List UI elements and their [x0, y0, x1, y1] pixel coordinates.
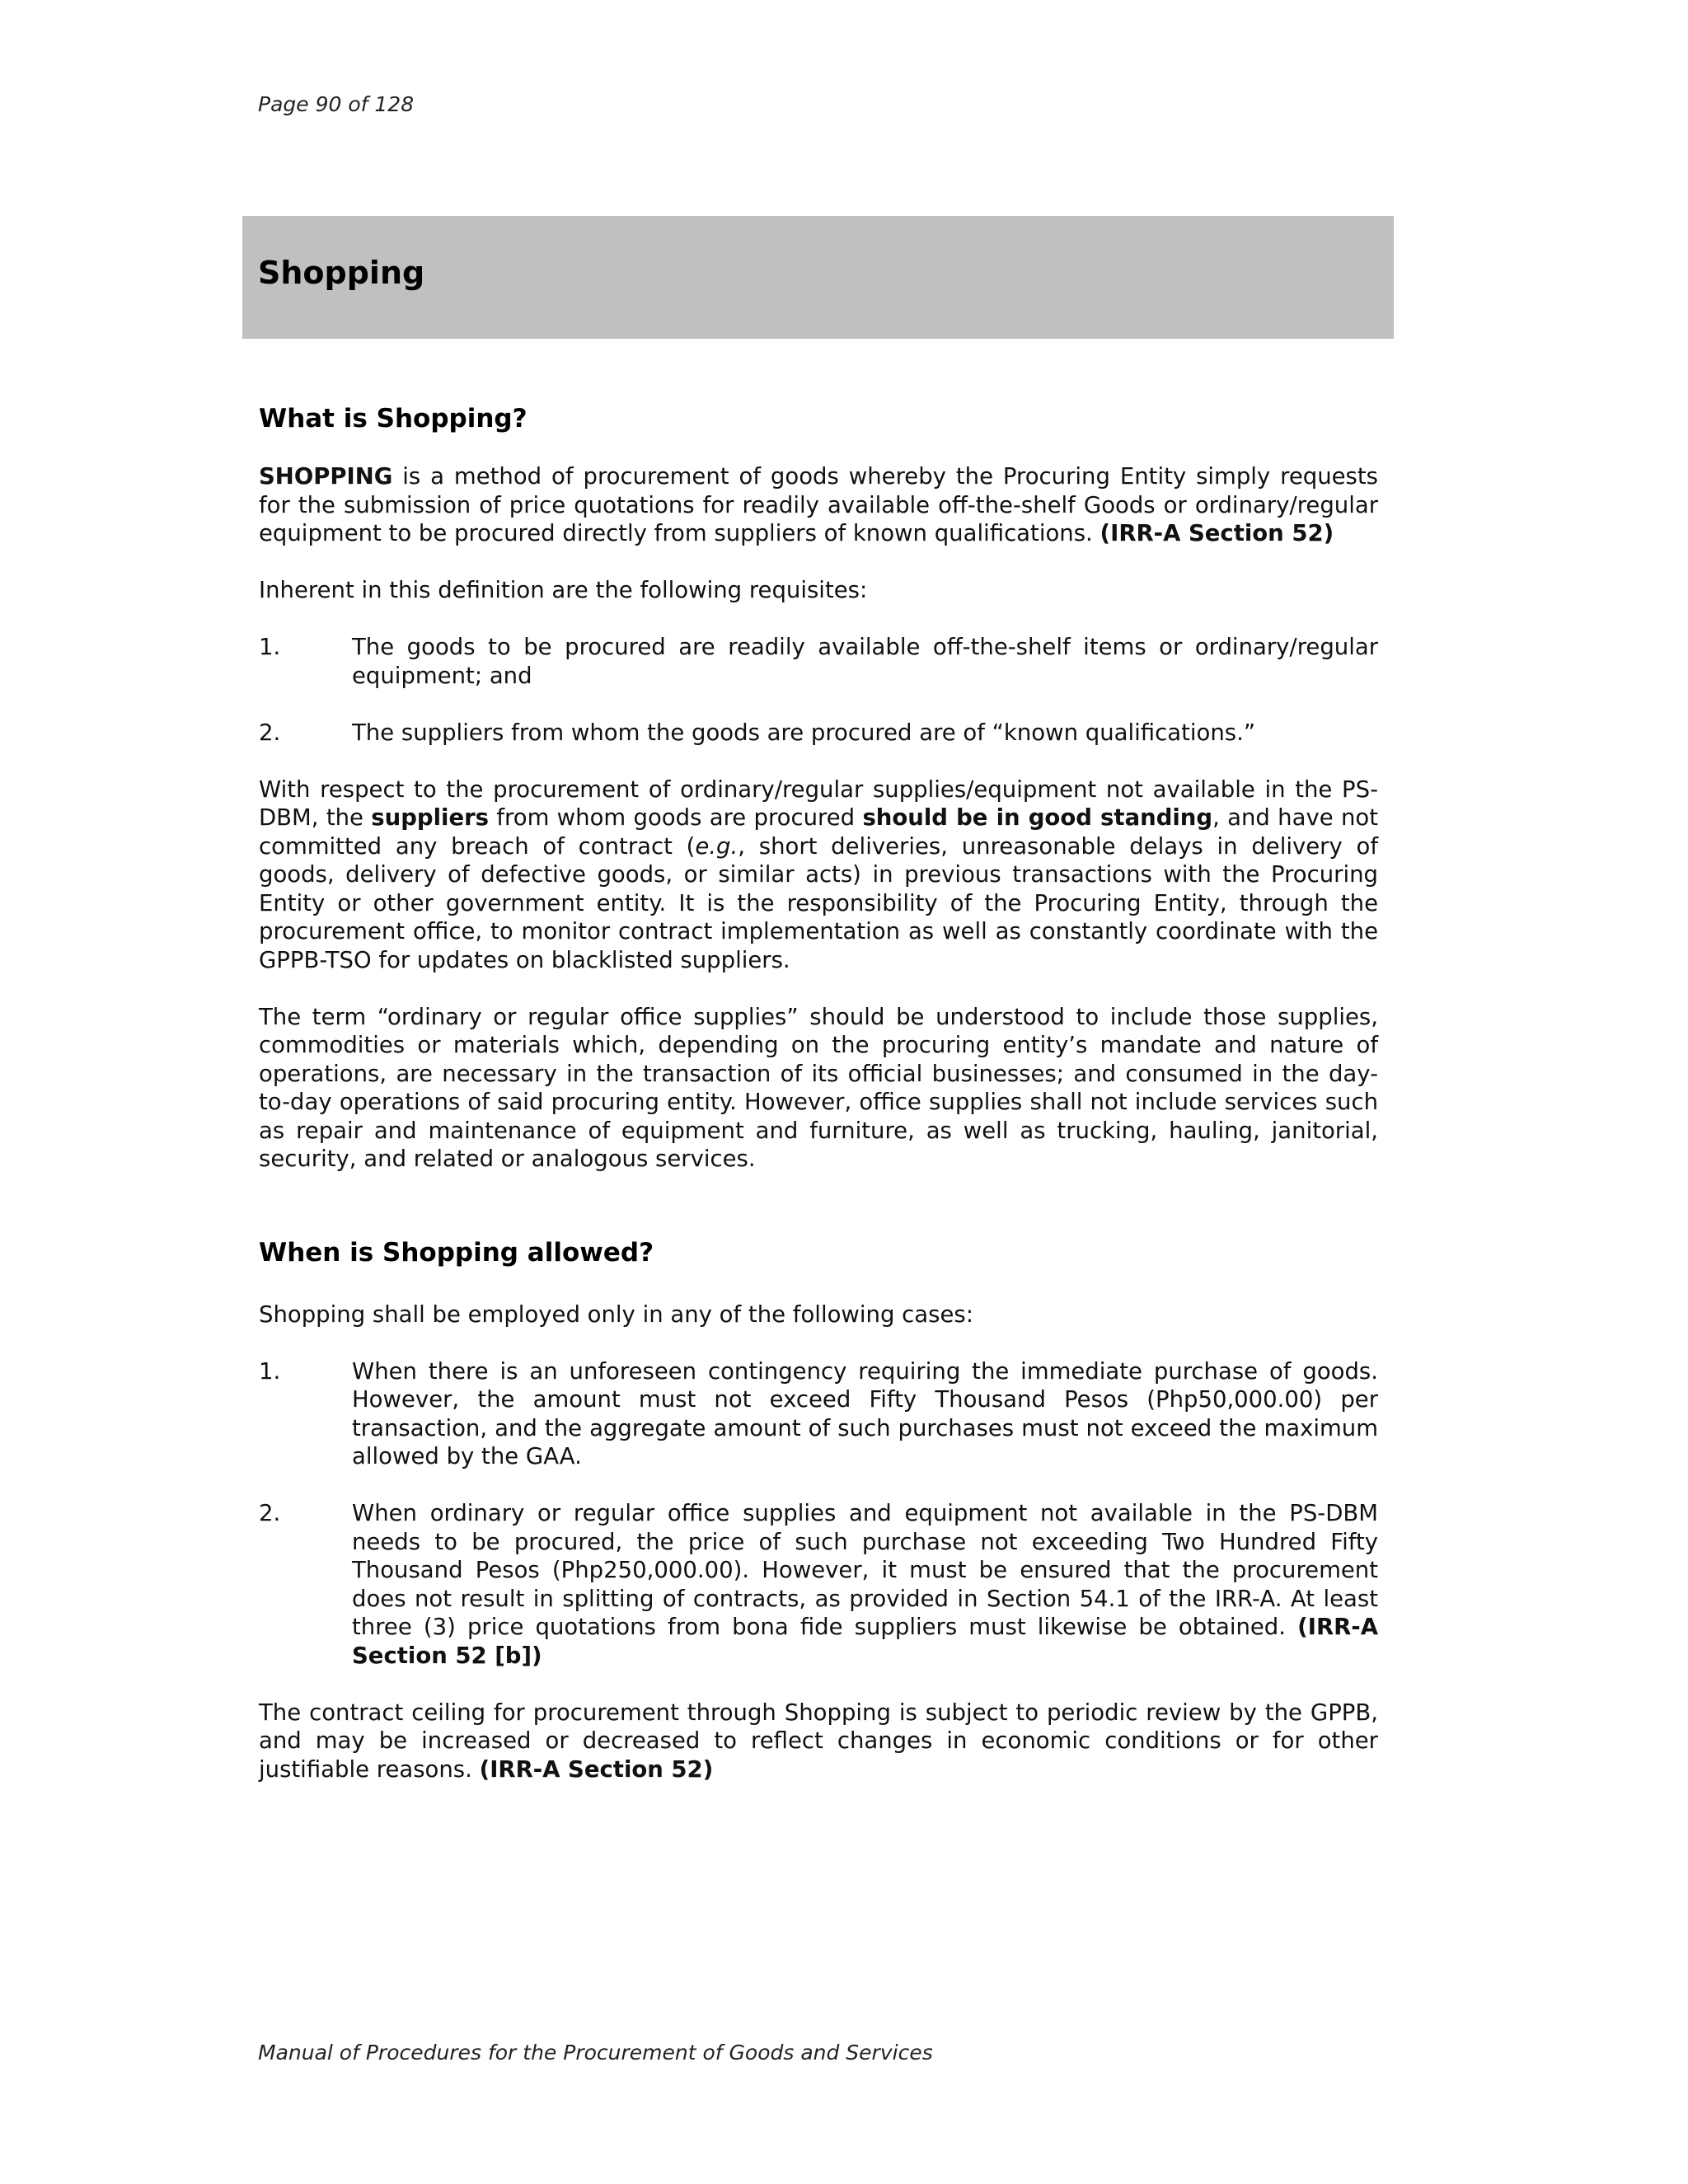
- standing-text-3: , and have not committed any breach of contract (: [259, 804, 1379, 860]
- cases-intro: Shopping shall be employed only in any of the following cases:: [259, 1301, 973, 1328]
- requisite-number: 1.: [259, 634, 281, 660]
- definition-paragraph: [259, 462, 1378, 548]
- requisite-text: The goods to be procured are readily available off-the-shelf items or ordinary/regular equipment; and: [352, 634, 1378, 689]
- case-number: 1.: [259, 1357, 281, 1385]
- requisites-intro: Inherent in this definition are the following requisites:: [259, 577, 868, 603]
- standing-italic-eg: e.g.: [695, 832, 738, 860]
- case-item: [259, 1357, 1378, 1471]
- office-supplies-paragraph: The term “ordinary or regular office supplies” should be understood to include those supplies, commodities or materials which, depending on the procuring entity’s mandate and nature of operations, are necessary in the transaction of its official businesses; and consumed in the day-to-day operations of said procuring entity. However, office supplies shall not include services such as repair and maintenance of equipment and furniture, as well as trucking, hauling, janitorial, security, and related or analogous services.: [259, 1003, 1378, 1172]
- section-heading-when-allowed: When is Shopping allowed?: [259, 1237, 654, 1268]
- ceiling-text: The contract ceiling for procurement through Shopping is subject to periodic review by the GPPB, and may be increased or decreased to reflect changes in economic conditions or for other justifiable reasons.: [259, 1699, 1378, 1783]
- page-number: Page 90 of 128: [258, 92, 415, 116]
- case-text-with-reference: [352, 1499, 1378, 1670]
- definition-term: SHOPPING: [259, 463, 393, 490]
- case-item: [259, 1499, 1378, 1670]
- good-standing-paragraph: [259, 776, 1378, 975]
- section-heading-what-is-shopping: What is Shopping?: [259, 404, 528, 434]
- chapter-title-band: [242, 216, 1394, 339]
- requisite-text: The suppliers from whom the goods are procured are of “known qualifications.”: [352, 719, 1256, 746]
- standing-text-4: , short deliveries, unreasonable delays in delivery of goods, delivery of defective goods, or similar acts) in previous transactions with the Procuring Entity or other government entity. It is the responsibility of the Procuring Entity, through the procurement office, to monitor contract implementation as well as constantly coordinate with the GPPB-TSO for updates on blacklisted suppliers.: [259, 832, 1379, 973]
- standing-text-1: With respect to the procurement of ordinary/regular supplies/equipment not available in the PS-DBM, the: [259, 776, 1378, 831]
- case-text: When there is an unforeseen contingency requiring the immediate purchase of goods. However, the amount must not exceed Fifty Thousand Pesos (Php50,000.00) per transaction, and the aggregate amount of such purchases must not exceed the maximum allowed by the GAA.: [352, 1357, 1378, 1469]
- footer-manual-title: Manual of Procedures for the Procurement of Goods and Services: [258, 2041, 933, 2064]
- ceiling-reference: (IRR-A Section 52): [479, 1755, 714, 1783]
- requisite-item: [259, 719, 1378, 748]
- case-reference: (IRR-A Section 52 [b]): [352, 1614, 1378, 1669]
- definition-reference: (IRR-A Section 52): [1100, 520, 1334, 546]
- requisite-item: [259, 633, 1378, 690]
- standing-text-2: from whom goods are procured: [489, 804, 863, 831]
- chapter-title: Shopping: [258, 255, 425, 291]
- standing-bold-suppliers: suppliers: [371, 804, 490, 831]
- case-number: 2.: [259, 1500, 281, 1526]
- page-content: [259, 402, 1378, 1783]
- standing-bold-good-standing: should be in good standing: [862, 804, 1213, 831]
- requisite-number: 2.: [259, 719, 281, 746]
- definition-text: is a method of procurement of goods whereby the Procuring Entity simply requests for the submission of price quotations for readily available off-the-shelf Goods or ordinary/regular equipment to be procured directly from suppliers of known qualifications.: [259, 463, 1378, 546]
- contract-ceiling-paragraph: [259, 1699, 1378, 1784]
- case-text: When ordinary or regular office supplies and equipment not available in the PS-DBM needs to be procured, the price of such purchase not exceeding Two Hundred Fifty Thousand Pesos (Php250,000.00). However, it must be ensured that the procurement does not result in splitting of contracts, as provided in Section 54.1 of the IRR-A. At least three (3) price quotations from bona fide suppliers must likewise be obtained.: [352, 1500, 1378, 1640]
